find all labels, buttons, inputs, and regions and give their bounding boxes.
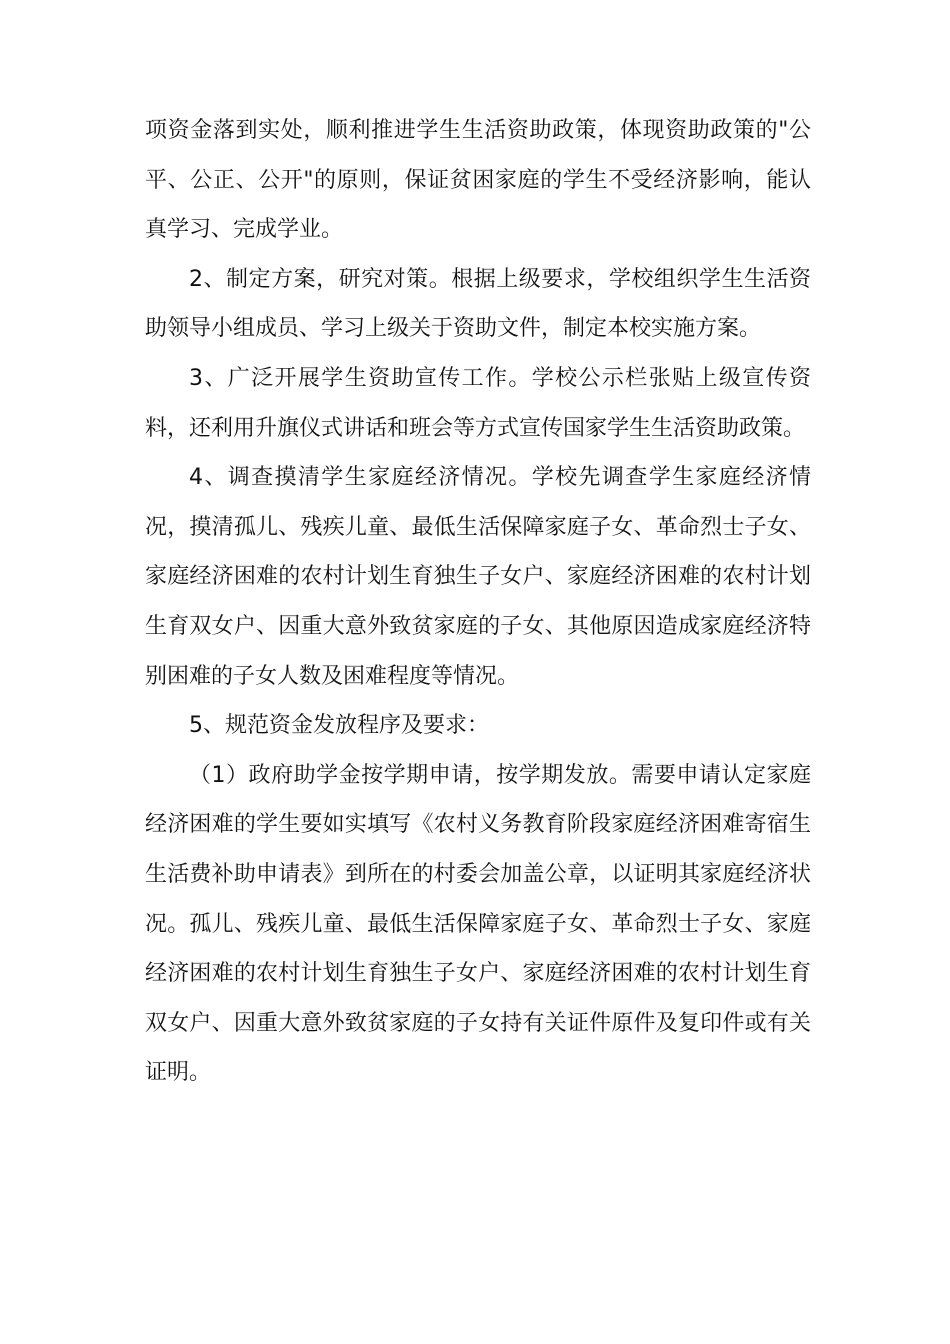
paragraph-item-2: 2、制定方案，研究对策。根据上级要求，学校组织学生生活资助领导小组成员、学习上级关于资助文件，制定本校实施方案。 (145, 266, 811, 342)
paragraph-item-5-1: （1）政府助学金按学期申请，按学期发放。需要申请认定家庭经济困难的学生要如实填写《农村义务教育阶段家庭经济困难寄宿生生活费补助申请表》到所在的村委会加盖公章，以证明其家庭经济状况。孤儿、残疾儿童、最低生活保障家庭子女、革命烈士子女、家庭经济困难的农村计划生育独生子女户、家庭经济困难的农村计划生育双女户、因重大意外致贫家庭的子女持有关证件原件及复印件或有关证明。 (145, 762, 811, 1086)
paragraph-intro-continuation: 项资金落到实处，顺利推进学生生活资助政策，体现资助政策的"公平、公正、公开"的原则，保证贫困家庭的学生不受经济影响，能认真学习、完成学业。 (145, 118, 811, 243)
document-body (145, 106, 811, 1098)
paragraph-item-5: 5、规范资金发放程序及要求： (189, 713, 489, 739)
paragraph-item-4: 4、调查摸清学生家庭经济情况。学校先调查学生家庭经济情况，摸清孤儿、残疾儿童、最低生活保障家庭子女、革命烈士子女、家庭经济困难的农村计划生育独生子女户、家庭经济困难的农村计划生育双女户、因重大意外致贫家庭的子女、其他原因造成家庭经济特别困难的子女人数及困难程度等情况。 (145, 465, 811, 689)
paragraph-item-3: 3、广泛开展学生资助宣传工作。学校公示栏张贴上级宣传资料，还利用升旗仪式讲话和班会等方式宣传国家学生生活资助政策。 (145, 365, 811, 441)
